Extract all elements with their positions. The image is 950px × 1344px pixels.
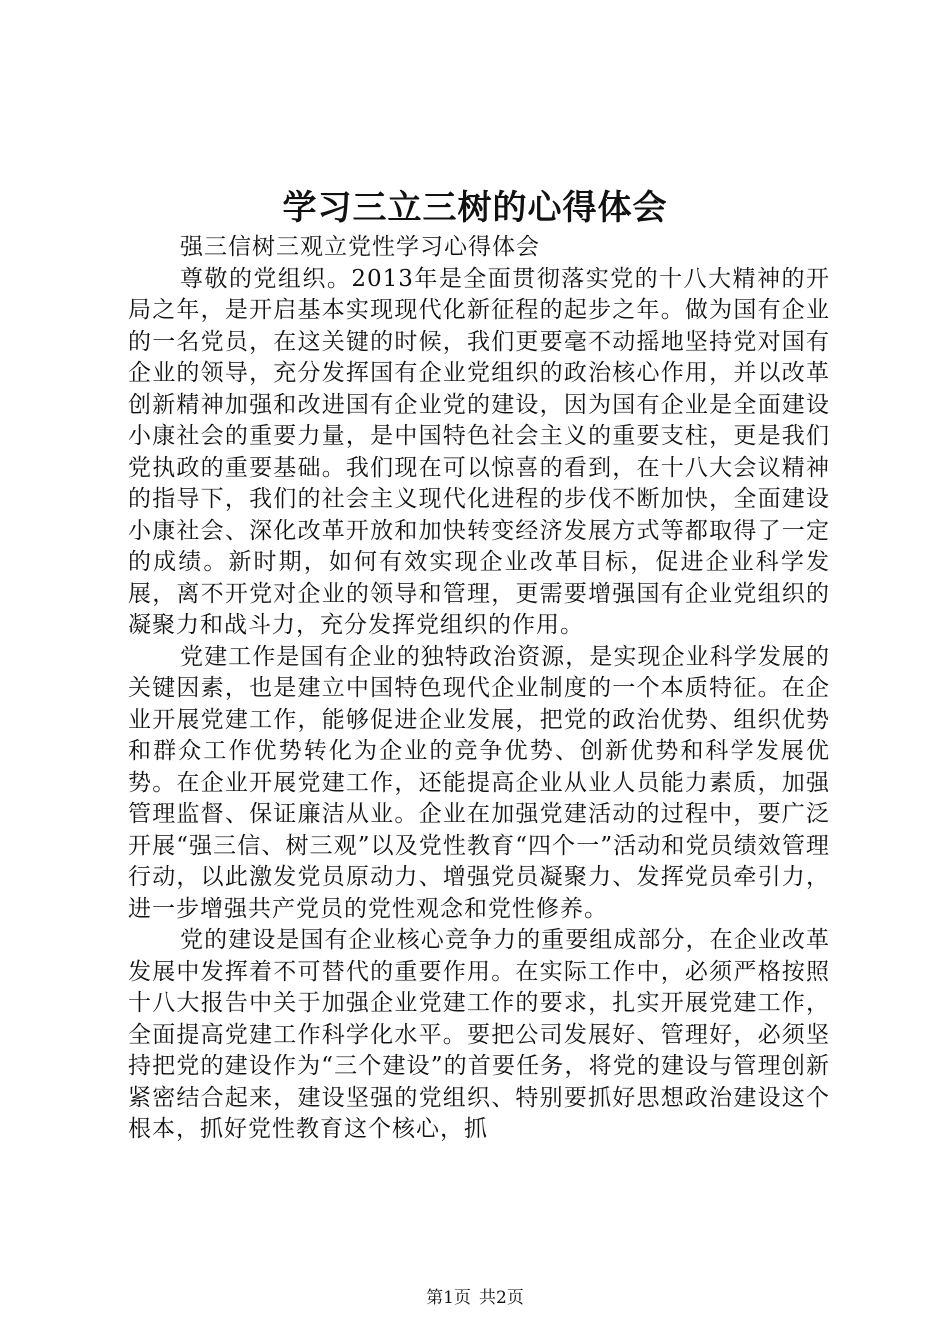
document-title: 学习三立三树的心得体会 [282, 188, 668, 228]
body-paragraph: 党建工作是国有企业的独特政治资源，是实现企业科学发展的关键因素，也是建立中国特色现代企业制度的一个本质特征。在企业开展党建工作，能够促进企业发展，把党的政治优势、组织优势和群众工作优势转化为企业的竞争优势、创新优势和科学发展优势。在企业开展党建工作，还能提高企业从业人员能力素质，加强管理监督、保证廉洁从业。企业在加强党建活动的过程中，要广泛开展“强三信、树三观”以及党性教育“四个一”活动和党员绩效管理行动，以此激发党员原动力、增强党员凝聚力、发挥党员牵引力，进一步增强共产党员的党性观念和党性修养。 [128, 643, 830, 922]
document-body [128, 232, 830, 1146]
page-number: 第1页 [426, 1288, 471, 1308]
subtitle-paragraph: 强三信树三观立党性学习心得体会 [180, 234, 540, 260]
body-paragraph: 尊敬的党组织。2013年是全面贯彻落实党的十八大精神的开局之年，是开启基本实现现代化新征程的起步之年。做为国有企业的一名党员，在这关键的时候，我们更要毫不动摇地坚持党对国有企业的领导，充分发挥国有企业党组织的政治核心作用，并以改革创新精神加强和改进国有企业党的建设，因为国有企业是全面建设小康社会的重要力量，是中国特色社会主义的重要支柱，更是我们党执政的重要基础。我们现在可以惊喜的看到，在十八大会议精神的指导下，我们的社会主义现代化进程的步伐不断加快，全面建设小康社会、深化改革开放和加快转变经济发展方式等都取得了一定的成绩。新时期，如何有效实现企业改革目标，促进企业科学发展，离不开党对企业的领导和管理，更需要增强国有企业党组织的凝聚力和战斗力，充分发挥党组织的作用。 [128, 265, 830, 638]
page-total: 共2页 [479, 1288, 524, 1308]
page-footer [0, 1286, 950, 1310]
body-paragraph: 党的建设是国有企业核心竞争力的重要组成部分，在企业改革发展中发挥着不可替代的重要作用。在实际工作中，必须严格按照十八大报告中关于加强企业党建工作的要求，扎实开展党建工作，全面提高党建工作科学化水平。要把公司发展好、管理好，必须坚持把党的建设作为“三个建设”的首要任务，将党的建设与管理创新紧密结合起来，建设坚强的党组织、特别要抓好思想政治建设这个根本，抓好党性教育这个核心，抓 [128, 927, 830, 1142]
